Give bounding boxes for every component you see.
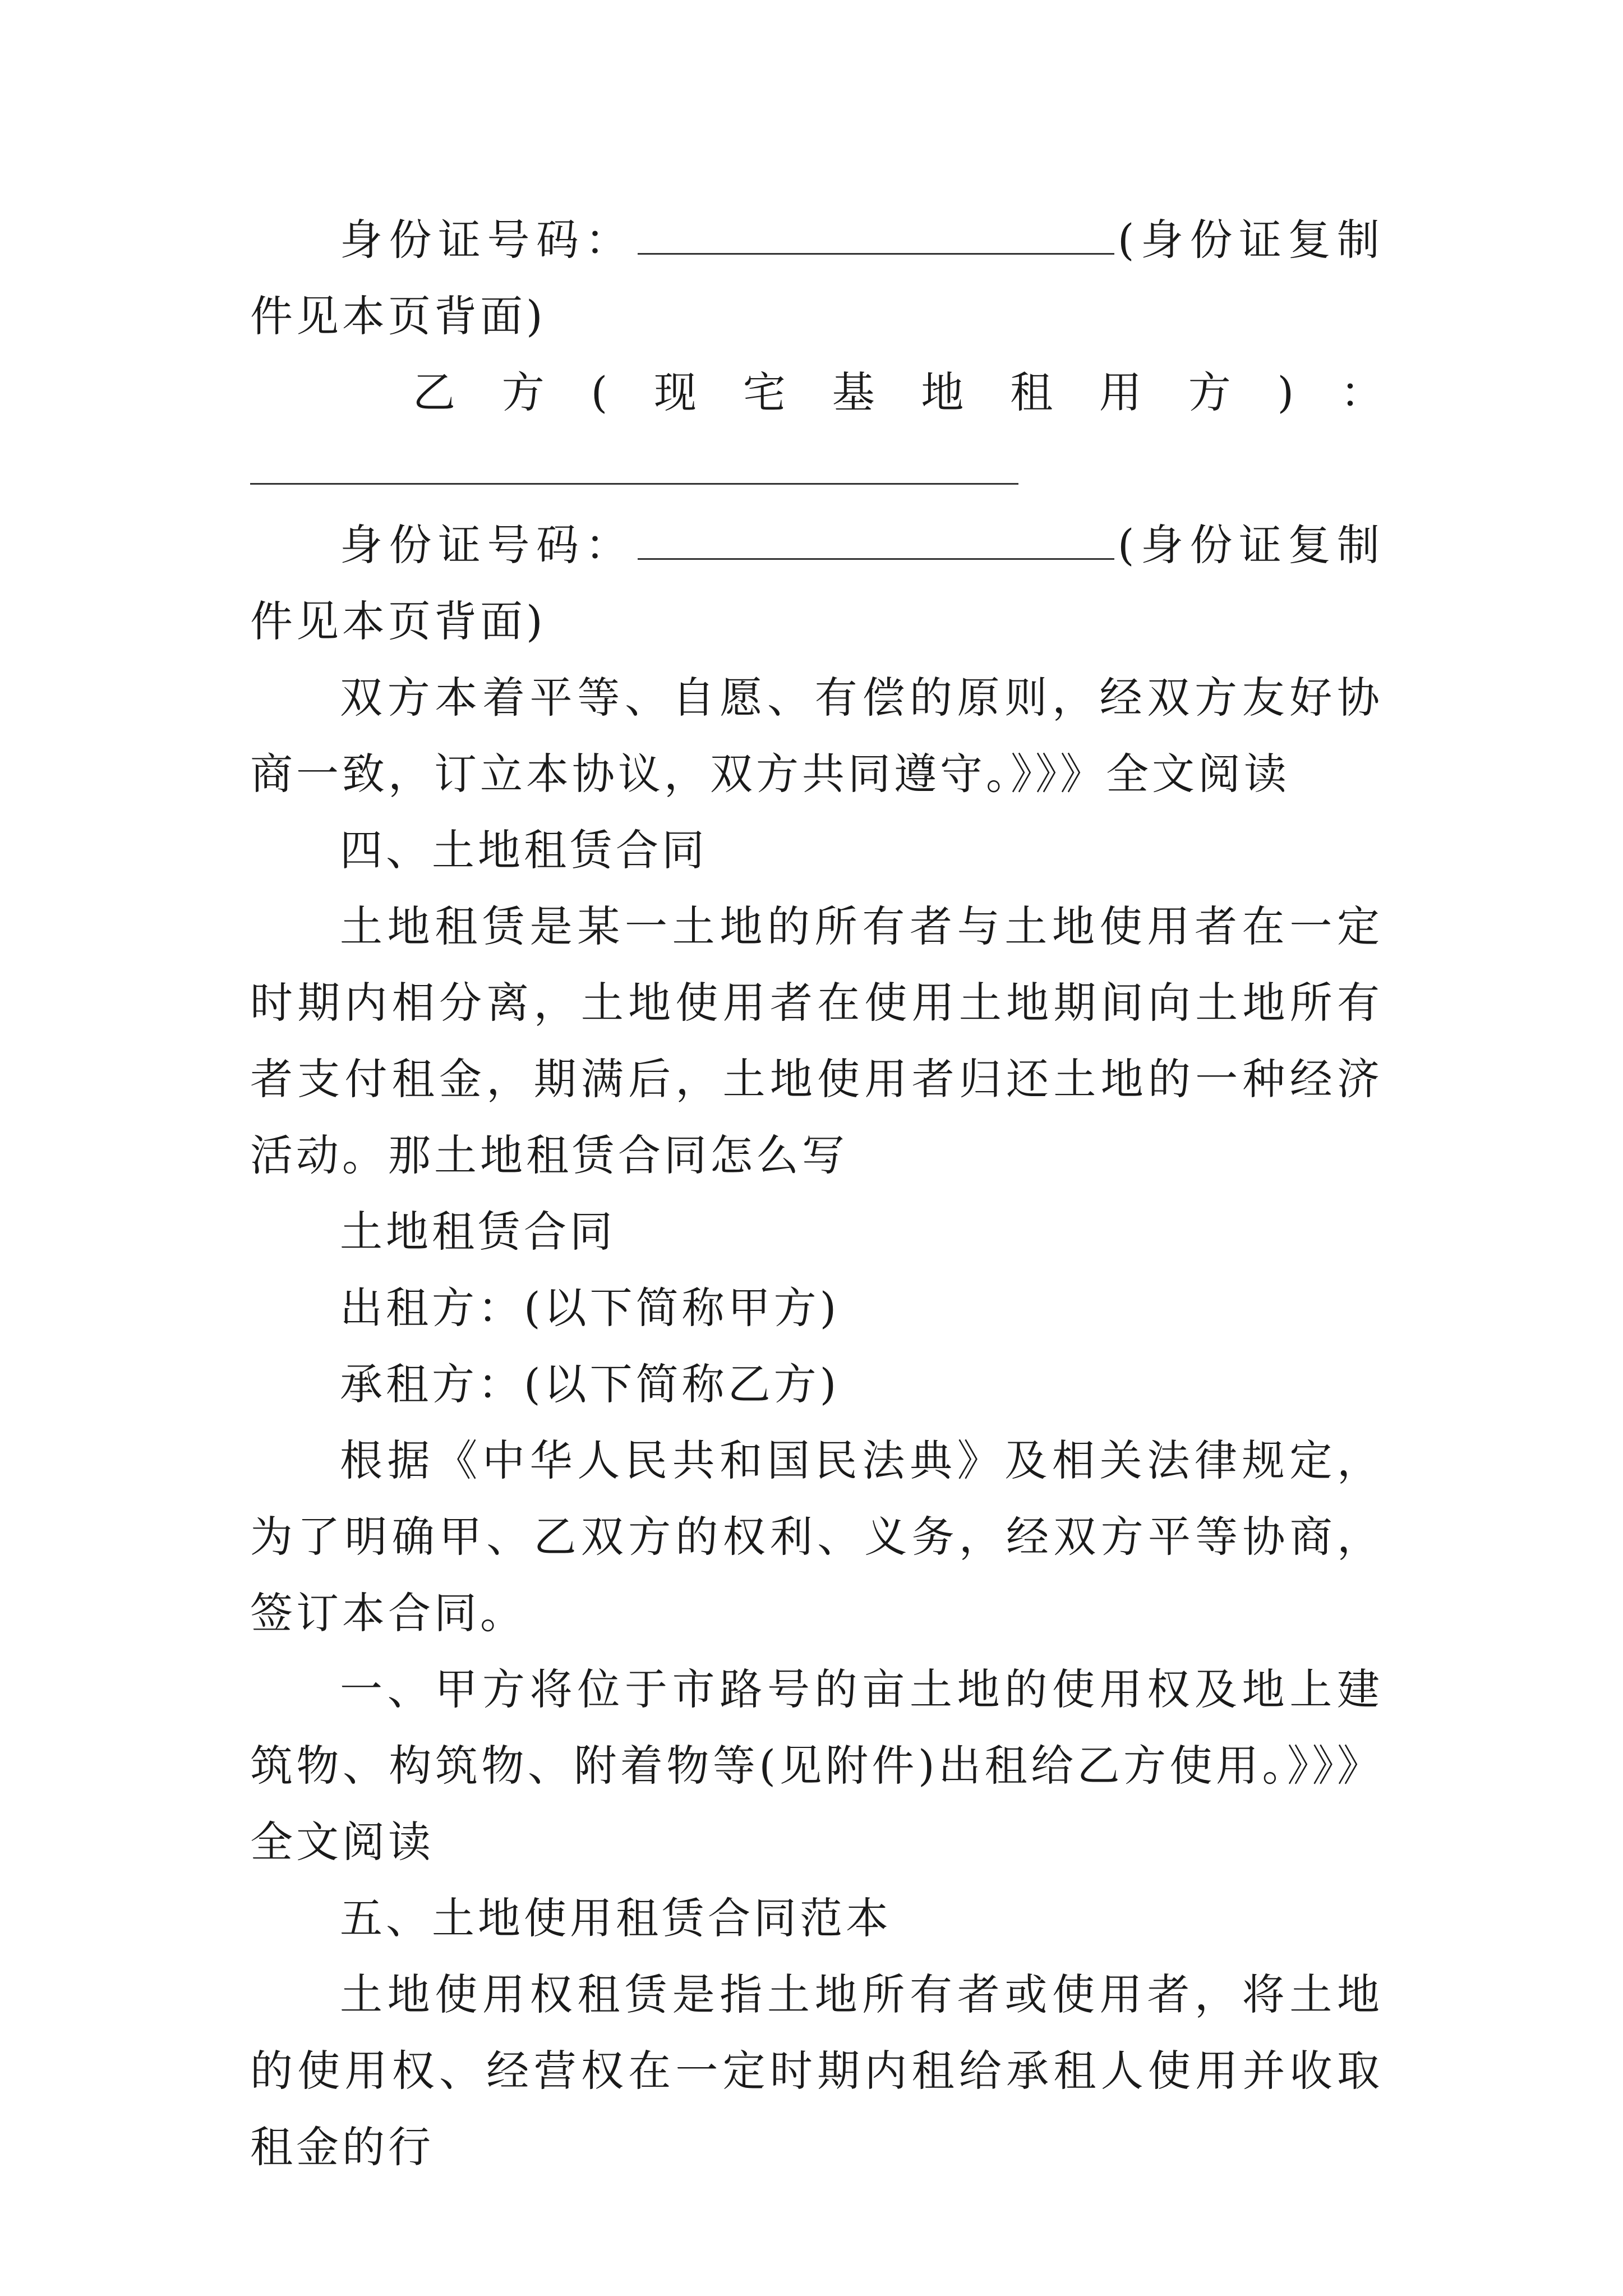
lessor-line: 出租方：(以下简称甲方) bbox=[340, 1283, 840, 1333]
party-b-heading bbox=[250, 355, 1383, 431]
party-b-char: 现 bbox=[654, 367, 697, 417]
party-b-char: 地 bbox=[921, 367, 964, 417]
party-b-char: 用 bbox=[1099, 367, 1142, 417]
section-heading-five: 五、土地使用租赁合同范本 bbox=[340, 1893, 892, 1943]
party-b-name-blank bbox=[250, 431, 1018, 507]
party-b-char: 乙 bbox=[413, 367, 455, 417]
party-b-char: 方 bbox=[501, 367, 545, 417]
paragraph-legal-basis: 根据《中华人民共和国民法典》及相关法律规定，为了明确甲、乙双方的权利、义务，经双方平等协商，签订本合同。 bbox=[250, 1435, 1383, 1638]
paragraph-land-use-right-lease: 土地使用权租赁是指土地所有者或使用者，将土地的使用权、经营权在一定时期内租给承租人使用并收取租金的行 bbox=[250, 1970, 1383, 2172]
paragraph-land-lease-intro: 土地租赁是某一土地的所有者与土地使用者在一定时期内相分离，土地使用者在使用土地期间向土地所有者支付租金，期满后，土地使用者归还土地的一种经济活动。那土地租赁合同怎么写 bbox=[250, 901, 1383, 1180]
document-body bbox=[250, 202, 1383, 2185]
clause-one: 一、甲方将位于市路号的亩土地的使用权及地上建筑物、构筑物、附着物等(见附件)出租给乙方使用。》》》全文阅读 bbox=[250, 1664, 1383, 1867]
party-b-char: 租 bbox=[1010, 367, 1053, 417]
party-b-char: 宅 bbox=[743, 367, 786, 417]
section-heading-four: 四、土地租赁合同 bbox=[340, 825, 708, 875]
party-b-char: ： bbox=[1340, 367, 1383, 417]
paragraph-agreement: 双方本着平等、自愿、有偿的原则，经双方友好协商一致，订立本协议，双方共同遵守。》》》全文阅读 bbox=[250, 673, 1383, 799]
id-number-blank bbox=[638, 519, 1114, 560]
id-number-line-party-b bbox=[250, 507, 1383, 660]
contract-title: 土地租赁合同 bbox=[340, 1207, 616, 1257]
id-number-blank bbox=[638, 214, 1114, 255]
id-copy-note: (身份证复制件见本页背面) bbox=[250, 215, 1384, 341]
lessee-line: 承租方：(以下简称乙方) bbox=[340, 1359, 840, 1409]
id-number-line-party-a bbox=[250, 202, 1383, 355]
id-copy-note: (身份证复制件见本页背面) bbox=[250, 520, 1384, 646]
party-b-char: 方 bbox=[1188, 367, 1231, 417]
id-number-label: 身份证号码： bbox=[340, 520, 634, 570]
id-number-label: 身份证号码： bbox=[340, 215, 634, 265]
party-b-char: ( bbox=[591, 367, 608, 417]
party-b-char: ) bbox=[1277, 367, 1294, 417]
party-b-char: 基 bbox=[832, 367, 875, 417]
